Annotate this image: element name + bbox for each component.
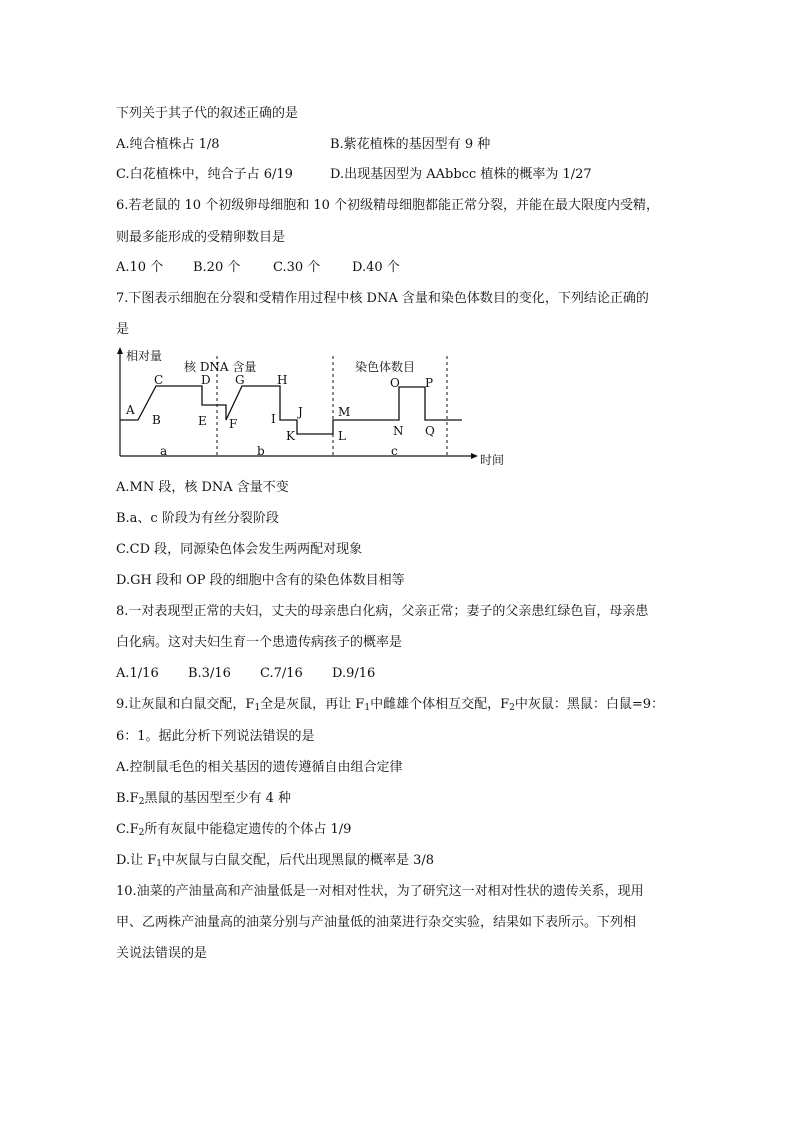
point-label-q: Q: [425, 424, 435, 438]
point-label-h: H: [277, 373, 288, 387]
q6-option-a: A.10 个: [116, 260, 164, 275]
q6-stem-line1: 6.若老鼠的 10 个初级卵母细胞和 10 个初级精母细胞都能正常分裂，并能在最大限度内受精，: [116, 198, 660, 213]
stage-label-c: c: [391, 444, 398, 458]
q7-option-a: A.MN 段，核 DNA 含量不变: [116, 480, 289, 495]
q6-option-d: D.40 个: [352, 260, 400, 275]
q8-stem-line2: 白化病。这对夫妇生育一个患遗传病孩子的概率是: [116, 635, 403, 650]
chrom-label: 染色体数目: [355, 360, 416, 374]
q6-stem-line2: 则最多能形成的受精卵数目是: [116, 230, 286, 245]
point-label-g: G: [235, 373, 245, 387]
subscript: 2: [138, 797, 145, 807]
q7-figure: [112, 344, 512, 468]
q9-stem-text: 9.让灰鼠和白鼠交配，F: [116, 697, 255, 712]
subscript: 2: [138, 828, 145, 838]
q8-option-d: D.9/16: [332, 666, 376, 681]
y-axis-arrow: [117, 347, 123, 354]
q9-stem-text: 中灰鼠：黑鼠：白鼠=9：: [514, 697, 664, 712]
point-label-o: O: [390, 376, 400, 390]
q9-option-c: [116, 821, 351, 842]
option-text: B.F: [116, 791, 139, 806]
q9-option-d: [116, 852, 434, 873]
q10-stem-line2: 甲、乙两株产油量高的油菜分别与产油量低的油菜进行杂交实验，结果如下表所示。下列相: [116, 915, 637, 930]
q10-stem-line3: 关说法错误的是: [116, 946, 208, 961]
point-label-e: E: [198, 414, 207, 428]
q7-stem-line1: 7.下图表示细胞在分裂和受精作用过程中核 DNA 含量和染色体数目的变化，下列结论正确的: [116, 291, 649, 306]
option-text: 黑鼠的基因型至少有 4 种: [144, 791, 291, 806]
q9-stem-text: 中雌雄个体相互交配，F: [370, 697, 510, 712]
point-label-k: K: [286, 429, 295, 443]
stage-label-a: a: [160, 444, 168, 458]
subscript: 1: [364, 703, 371, 713]
point-label-j: J: [298, 405, 303, 419]
y-axis-label: 相对量: [126, 349, 163, 363]
content-curve: [120, 386, 462, 434]
q8-option-b: B.3/16: [188, 666, 231, 681]
point-label-n: N: [393, 424, 404, 438]
q7-option-b: B.a、c 阶段为有丝分裂阶段: [116, 511, 279, 526]
x-axis-arrow: [471, 453, 478, 459]
point-label-p: P: [425, 376, 434, 390]
subscript: 2: [509, 703, 515, 713]
q7-option-d: D.GH 段和 OP 段的细胞中含有的染色体数目相等: [116, 573, 405, 588]
q9-option-b: [116, 790, 291, 811]
option-text: 中灰鼠与白鼠交配，后代出现黑鼠的概率是 3/8: [161, 853, 435, 868]
dna-label: 核 DNA 含量: [184, 360, 257, 374]
q7-option-c: C.CD 段，同源染色体会发生两两配对现象: [116, 542, 363, 557]
q8-stem-line1: 8.一对表现型正常的夫妇，丈夫的母亲患白化病，父亲正常；妻子的父亲患红绿色盲，母亲患: [116, 604, 649, 619]
point-label-c: C: [154, 373, 164, 387]
q8-option-a: A.1/16: [116, 666, 159, 681]
q9-option-a: A.控制鼠毛色的相关基因的遗传遵循自由组合定律: [116, 760, 403, 775]
q8-option-c: C.7/16: [260, 666, 303, 681]
q7-stem-line2: 是: [116, 322, 130, 337]
point-label-l: L: [338, 429, 346, 443]
q5-option-a: A.纯合植株占 1/8: [116, 137, 220, 152]
stage-label-b: b: [257, 444, 265, 458]
q9-stem-line1: [116, 696, 664, 717]
q5-option-b: B.紫花植株的基因型有 9 种: [330, 137, 491, 152]
q10-stem-line1: 10.油菜的产油量高和产油量低是一对相对性状，为了研究这一对相对性状的遗传关系，现用: [116, 884, 644, 899]
q5-stem: 下列关于其子代的叙述正确的是: [116, 106, 299, 121]
option-text: D.让 F: [116, 853, 157, 868]
point-label-i: I: [271, 412, 276, 426]
q9-stem-line2: 6：1。据此分析下列说法错误的是: [116, 729, 315, 744]
subscript: 1: [156, 859, 162, 869]
q6-option-c: C.30 个: [273, 260, 321, 275]
option-text: 所有灰鼠中能稳定遗传的个体占 1/9: [144, 822, 352, 837]
subscript: 1: [254, 703, 261, 713]
point-label-f: F: [229, 417, 238, 431]
point-label-a: A: [126, 403, 135, 417]
q5-option-d: D.出现基因型为 AAbbcc 植株的概率为 1/27: [330, 167, 592, 182]
point-label-b: B: [152, 413, 161, 427]
q6-option-b: B.20 个: [193, 260, 241, 275]
option-text: C.F: [116, 822, 139, 837]
q9-stem-text: 全是灰鼠，再让 F: [260, 697, 365, 712]
x-axis-label: 时间: [480, 453, 505, 467]
point-label-d: D: [201, 373, 211, 387]
point-label-m: M: [338, 405, 351, 419]
q5-option-c: C.白花植株中，纯合子占 6/19: [116, 167, 293, 182]
